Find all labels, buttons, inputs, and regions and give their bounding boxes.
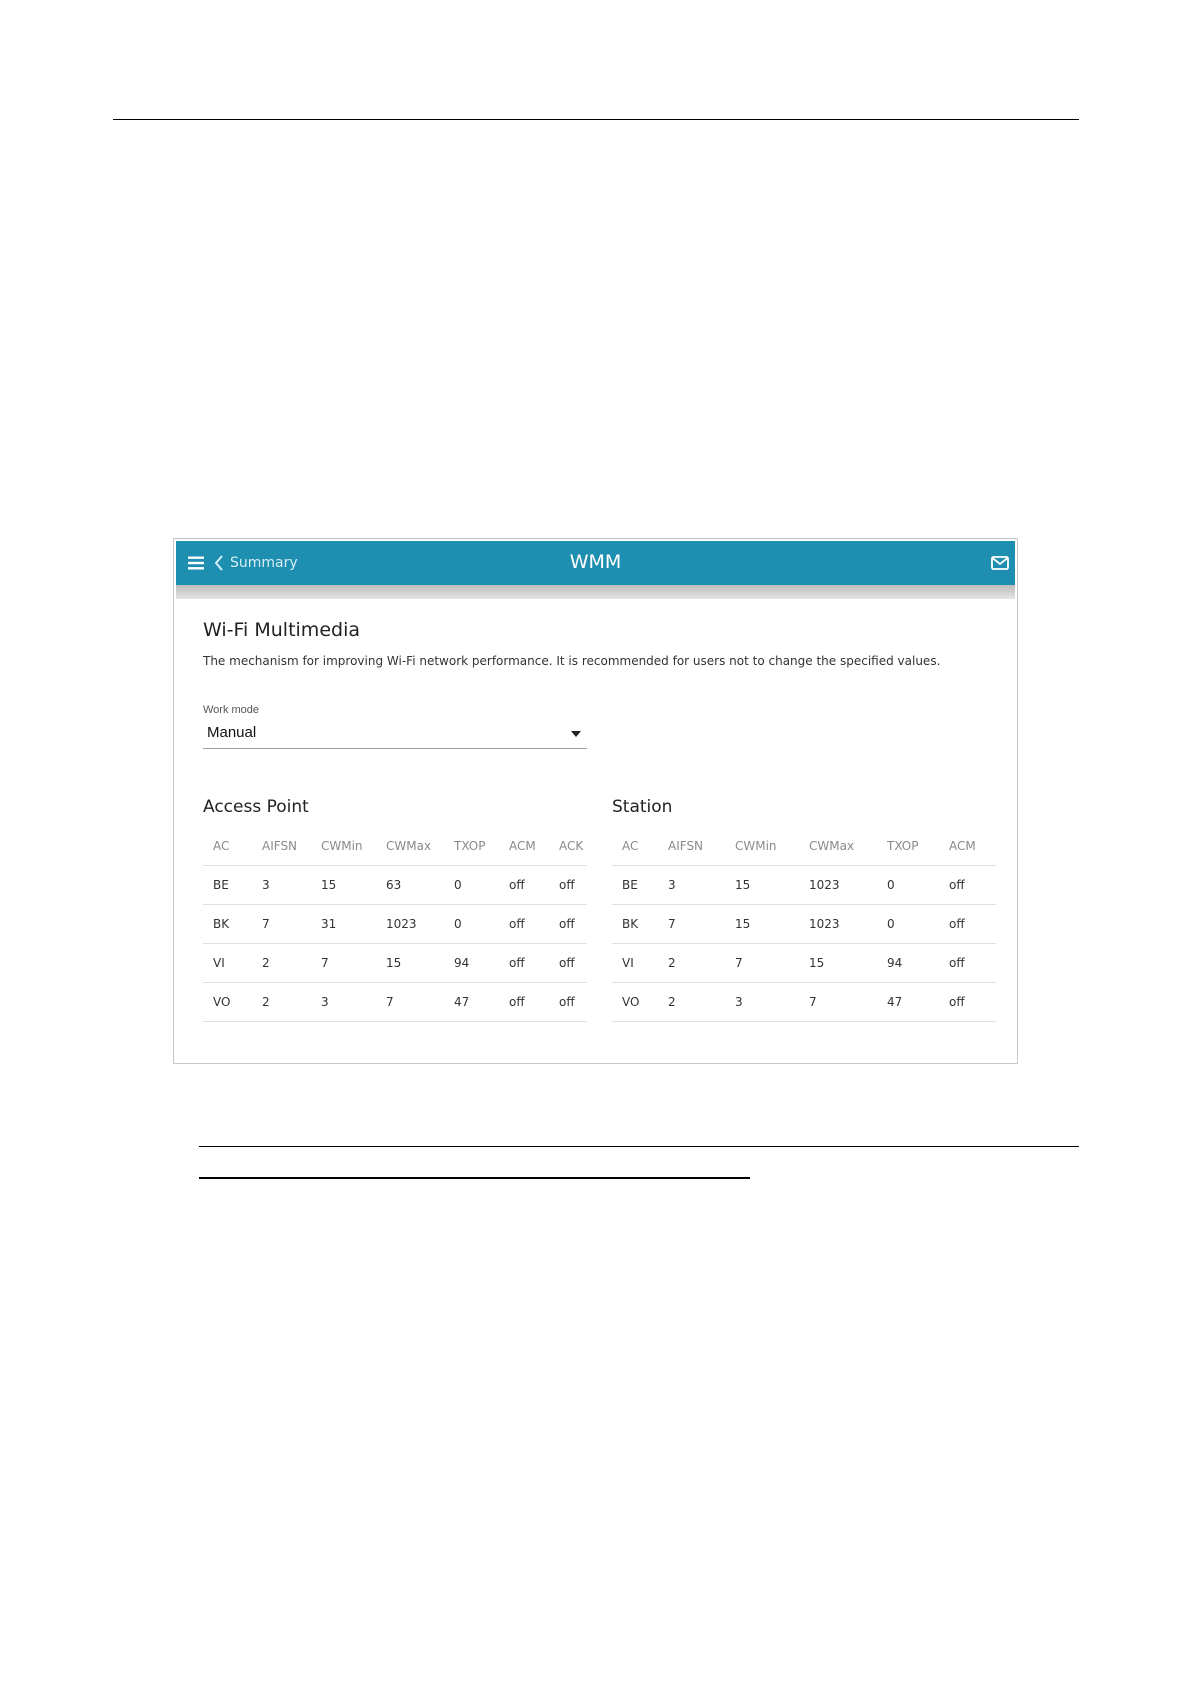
table-cell: off bbox=[549, 866, 587, 905]
table-cell: 3 bbox=[252, 866, 311, 905]
table-cell: off bbox=[939, 905, 996, 944]
column-header: ACM bbox=[499, 827, 549, 866]
table-cell: 15 bbox=[725, 905, 799, 944]
footnote-divider bbox=[199, 1146, 1079, 1147]
top-divider bbox=[113, 119, 1079, 120]
table-cell: 3 bbox=[311, 983, 376, 1022]
table-cell: 0 bbox=[877, 866, 939, 905]
table-cell: 0 bbox=[444, 866, 499, 905]
table-cell: off bbox=[499, 944, 549, 983]
access-point-table bbox=[203, 827, 587, 1022]
table-cell: 1023 bbox=[799, 866, 877, 905]
wmm-page bbox=[176, 541, 1015, 1061]
notifications-button[interactable] bbox=[989, 553, 1011, 573]
menu-button[interactable] bbox=[184, 551, 208, 575]
table-row[interactable] bbox=[612, 944, 996, 983]
table-cell: off bbox=[499, 866, 549, 905]
station-table bbox=[612, 827, 996, 1022]
table-cell: BK bbox=[203, 905, 252, 944]
table-cell: off bbox=[549, 944, 587, 983]
back-button[interactable] bbox=[214, 550, 298, 576]
table-cell: 1023 bbox=[376, 905, 444, 944]
section-description: The mechanism for improving Wi-Fi network performance. It is recommended for users not to change the specified values. bbox=[203, 654, 941, 668]
table-cell: 7 bbox=[252, 905, 311, 944]
table-cell: 31 bbox=[311, 905, 376, 944]
column-header: TXOP bbox=[877, 827, 939, 866]
column-header: AIFSN bbox=[658, 827, 725, 866]
app-header bbox=[176, 541, 1015, 585]
column-header: ACM bbox=[939, 827, 996, 866]
table-cell: 15 bbox=[799, 944, 877, 983]
screenshot-frame bbox=[173, 538, 1018, 1064]
table-cell: 7 bbox=[799, 983, 877, 1022]
table-row[interactable] bbox=[203, 944, 587, 983]
table-cell: 94 bbox=[877, 944, 939, 983]
table-row[interactable] bbox=[612, 983, 996, 1022]
table-row[interactable] bbox=[203, 905, 587, 944]
table-cell: 15 bbox=[311, 866, 376, 905]
table-cell: 0 bbox=[877, 905, 939, 944]
table-cell: 94 bbox=[444, 944, 499, 983]
table-cell: 0 bbox=[444, 905, 499, 944]
table-cell: VI bbox=[203, 944, 252, 983]
table-row[interactable] bbox=[612, 905, 996, 944]
table-cell: VI bbox=[612, 944, 658, 983]
table-cell: BE bbox=[612, 866, 658, 905]
table-cell: off bbox=[939, 944, 996, 983]
table-cell: 15 bbox=[376, 944, 444, 983]
mail-icon bbox=[991, 556, 1009, 570]
column-header: AIFSN bbox=[252, 827, 311, 866]
station-title: Station bbox=[612, 797, 673, 817]
table-cell: BK bbox=[612, 905, 658, 944]
table-header-row bbox=[612, 827, 996, 866]
table-cell: 15 bbox=[725, 866, 799, 905]
table-cell: BE bbox=[203, 866, 252, 905]
work-mode-label: Work mode bbox=[203, 704, 260, 716]
table-cell: VO bbox=[203, 983, 252, 1022]
header-shadow bbox=[176, 585, 1015, 599]
column-header: ACK bbox=[549, 827, 587, 866]
column-header: CWMin bbox=[311, 827, 376, 866]
table-cell: 3 bbox=[725, 983, 799, 1022]
table-cell: 7 bbox=[725, 944, 799, 983]
table-cell: off bbox=[549, 905, 587, 944]
page-title: WMM bbox=[569, 551, 622, 573]
table-cell: 63 bbox=[376, 866, 444, 905]
dropdown-arrow-icon bbox=[571, 731, 581, 737]
table-cell: 2 bbox=[252, 944, 311, 983]
column-header: TXOP bbox=[444, 827, 499, 866]
table-row[interactable] bbox=[203, 983, 587, 1022]
table-cell: off bbox=[939, 866, 996, 905]
chevron-left-icon bbox=[214, 554, 224, 572]
table-cell: 2 bbox=[658, 983, 725, 1022]
column-header: AC bbox=[203, 827, 252, 866]
table-cell: off bbox=[499, 983, 549, 1022]
table-cell: 2 bbox=[658, 944, 725, 983]
table-cell: off bbox=[939, 983, 996, 1022]
back-label: Summary bbox=[230, 555, 298, 571]
table-cell: 7 bbox=[376, 983, 444, 1022]
table-cell: off bbox=[549, 983, 587, 1022]
table-header-row bbox=[203, 827, 587, 866]
footnote-divider-short bbox=[199, 1177, 750, 1179]
table-row[interactable] bbox=[203, 866, 587, 905]
column-header: CWMax bbox=[799, 827, 877, 866]
access-point-title: Access Point bbox=[203, 797, 309, 817]
table-cell: VO bbox=[612, 983, 658, 1022]
table-cell: 2 bbox=[252, 983, 311, 1022]
menu-icon bbox=[187, 555, 205, 571]
column-header: CWMin bbox=[725, 827, 799, 866]
work-mode-value: Manual bbox=[207, 724, 257, 741]
table-cell: 47 bbox=[877, 983, 939, 1022]
table-cell: off bbox=[499, 905, 549, 944]
table-cell: 3 bbox=[658, 866, 725, 905]
column-header: AC bbox=[612, 827, 658, 866]
table-cell: 7 bbox=[658, 905, 725, 944]
table-cell: 47 bbox=[444, 983, 499, 1022]
work-mode-select[interactable] bbox=[203, 719, 587, 749]
table-cell: 7 bbox=[311, 944, 376, 983]
table-cell: 1023 bbox=[799, 905, 877, 944]
table-row[interactable] bbox=[612, 866, 996, 905]
section-title: Wi-Fi Multimedia bbox=[203, 619, 360, 641]
column-header: CWMax bbox=[376, 827, 444, 866]
